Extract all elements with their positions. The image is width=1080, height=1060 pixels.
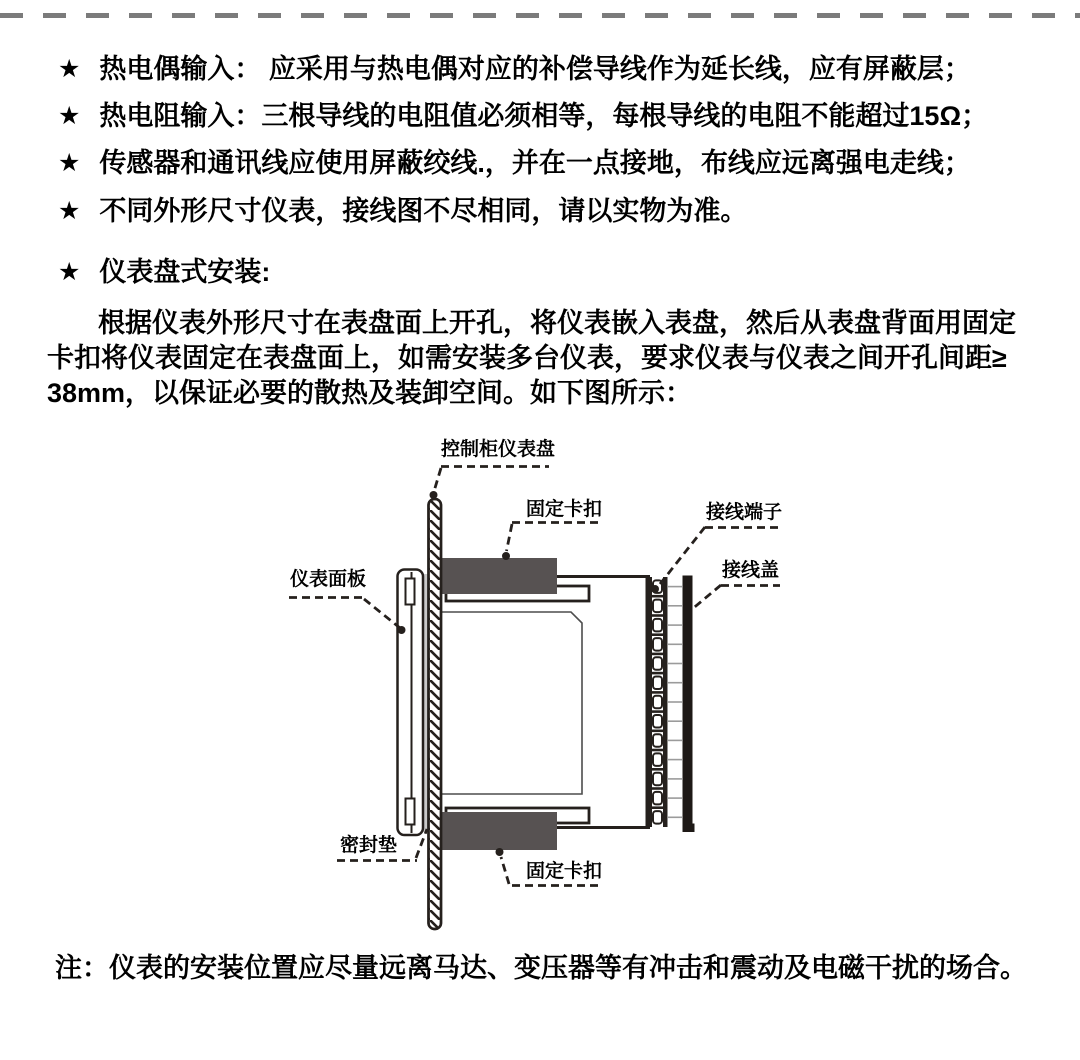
star-icon: ★ [58,197,81,225]
label-wiring-cover: 接线盖 [722,560,780,581]
bullet-text: 传感器和通讯线应使用屏蔽绞线.，并在一点接地，布线应远离强电走线； [99,148,971,178]
terminal-block [646,577,683,827]
label-front-panel: 仪表面板 [290,569,367,590]
fixing-clip-bottom [440,812,557,850]
wiring-cover-bar [683,576,695,833]
label-gasket: 密封垫 [340,835,398,856]
label-cabinet-panel: 控制柜仪表盘 [441,439,556,460]
bullet-text: 不同外形尺寸仪表，接线图不尽相同，请以实物为准。 [99,196,748,226]
bullet-text: 热电偶输入： 应采用与热电偶对应的补偿导线作为延长线，应有屏蔽层； [99,54,971,84]
star-icon: ★ [58,55,81,83]
label-fixing-clip-top: 固定卡扣 [526,499,603,520]
paragraph-line-2: 卡扣将仪表固定在表盘面上，如需安装多台仪表，要求仪表与仪表之间开孔间距≥ [47,343,1007,373]
fixing-clip-top [439,558,557,594]
front-bezel [398,570,424,836]
label-terminals: 接线端子 [706,502,783,523]
star-icon: ★ [58,149,81,177]
label-fixing-clip-bottom: 固定卡扣 [526,861,603,882]
star-icon: ★ [58,102,81,130]
instrument-body-side [441,612,582,794]
paragraph-line-1: 根据仪表外形尺寸在表盘面上开孔，将仪表嵌入表盘，然后从表盘背面用固定 [98,308,1016,338]
star-icon: ★ [58,258,81,286]
section-title: 仪表盘式安装: [99,257,271,287]
installation-note: 注：仪表的安装位置应尽量远离马达、变压器等有冲击和震动及电磁干扰的场合。 [55,953,1027,983]
bullet-text: 热电阻输入：三根导线的电阻值必须相等，每根导线的电阻不能超过15Ω； [99,101,989,131]
cabinet-panel-bar [429,499,442,929]
paragraph-line-3: 38mm，以保证必要的散热及装卸空间。如下图所示： [47,378,693,408]
